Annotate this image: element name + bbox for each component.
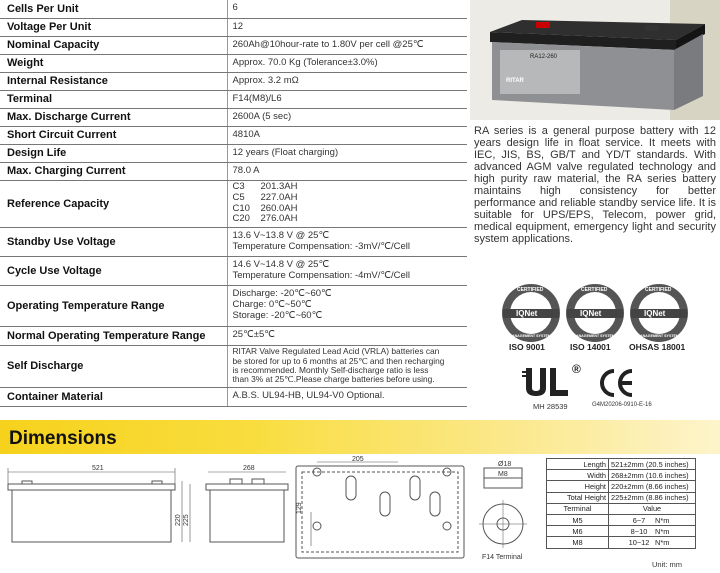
spec-row-standby-voltage xyxy=(0,227,467,256)
table-row xyxy=(547,481,696,492)
table-row xyxy=(547,526,696,537)
spec-label: Nominal Capacity xyxy=(0,36,227,54)
cert-label: ISO 9001 xyxy=(509,342,545,352)
torque-value: 8~10 N*m xyxy=(609,526,696,537)
spec-row xyxy=(0,18,467,36)
dimension-label: Height xyxy=(547,481,609,492)
spec-row-operating-temperature xyxy=(0,285,467,326)
table-header-row xyxy=(547,503,696,514)
dimension-value: 225±2mm (8.86 inches) xyxy=(609,492,696,503)
front-length-label: 521 xyxy=(92,465,104,472)
dimensions-title: Dimensions xyxy=(9,428,117,449)
ul-registered-symbol: ® xyxy=(572,362,581,376)
spec-value: 260Ah@10hour-rate to 1.80V per cell @25℃ xyxy=(227,36,467,54)
torque-value: 6~7 N*m xyxy=(609,514,696,525)
spec-label: Container Material xyxy=(0,387,227,406)
capacity-line: C20 276.0AH xyxy=(232,213,298,225)
battery-photo xyxy=(470,0,720,120)
spec-value: Approx. 3.2 mΩ xyxy=(227,72,467,90)
spec-label: Weight xyxy=(0,54,227,72)
table-row xyxy=(547,459,696,470)
spec-value: 2600A (5 sec) xyxy=(227,108,467,126)
ce-mark xyxy=(596,368,636,403)
spec-label: Max. Discharge Current xyxy=(0,108,227,126)
spec-row-reference-capacity xyxy=(0,180,467,227)
dimensions-banner xyxy=(0,420,720,454)
cert-label: ISO 14001 xyxy=(570,342,611,352)
dimension-label: Length xyxy=(547,459,609,470)
spec-row xyxy=(0,162,467,180)
spec-row-normal-temperature xyxy=(0,326,467,345)
iso-9001-badge: CERTIFIED IQNet MANAGEMENT SYSTEM xyxy=(500,282,562,344)
spec-value: 78.0 A xyxy=(227,162,467,180)
ul-code: MH 28539 xyxy=(533,402,568,411)
spec-value: 12 xyxy=(227,18,467,36)
spec-value: 25℃±5℃ xyxy=(227,326,467,345)
spec-label: Voltage Per Unit xyxy=(0,18,227,36)
capacity-line: C10 260.0AH xyxy=(232,202,298,214)
capacity-line: C3 201.3AH xyxy=(232,180,298,192)
cert-label: OHSAS 18001 xyxy=(629,342,686,352)
dimension-table xyxy=(546,458,696,549)
dimension-value: 521±2mm (20.5 inches) xyxy=(609,459,696,470)
spec-label: Self Discharge xyxy=(0,345,227,387)
value-header: Value xyxy=(609,503,696,514)
table-row xyxy=(547,470,696,481)
spec-label: Cells Per Unit xyxy=(0,0,227,18)
spec-row xyxy=(0,90,467,108)
iso-14001-badge: CERTIFIED IQNet MANAGEMENT SYSTEM xyxy=(564,282,626,344)
spec-label: Operating Temperature Range xyxy=(0,285,227,326)
ul-mark xyxy=(522,362,581,405)
terminal-diameter-label: Ø18 xyxy=(498,461,512,468)
spec-value: Discharge: -20℃~60℃ Charge: 0℃~50℃ Storage: -20℃~60℃ xyxy=(227,285,467,326)
spec-row xyxy=(0,72,467,90)
terminal-size: M6 xyxy=(547,526,609,537)
spec-label: Reference Capacity xyxy=(0,180,227,227)
spec-row xyxy=(0,108,467,126)
spec-row xyxy=(0,54,467,72)
dimension-value: 220±2mm (8.66 inches) xyxy=(609,481,696,492)
spec-label: Normal Operating Temperature Range xyxy=(0,326,227,345)
spec-label: Internal Resistance xyxy=(0,72,227,90)
spec-value: A.B.S. UL94-HB, UL94-V0 Optional. xyxy=(227,387,467,406)
dimension-label: Total Height xyxy=(547,492,609,503)
spec-label: Standby Use Voltage xyxy=(0,227,227,256)
spec-label: Design Life xyxy=(0,144,227,162)
dimension-value: 268±2mm (10.6 inches) xyxy=(609,470,696,481)
table-row xyxy=(547,492,696,503)
terminal-size: M5 xyxy=(547,514,609,525)
product-description: RA series is a general purpose battery with 12 years design life in float service. It meets with IEC, JIS, BS, GB/T and YD/T standards. With advanced AGM valve regulated technology and high purity raw material, the RA series battery maintains high consistency for better performance and reliable standby service life. It is suitable for UPS/EPS, Telecom, power grid, medical equipment, emergency light and security system applications. xyxy=(474,125,716,245)
battery-model-text: RA12-260 xyxy=(530,54,558,60)
spec-row xyxy=(0,0,467,18)
terminal-size: M8 xyxy=(547,537,609,548)
spec-value: 13.6 V~13.8 V @ 25℃ Temperature Compensation: -3mV/℃/Cell xyxy=(227,227,467,256)
spec-row-container xyxy=(0,387,467,406)
dimension-label: Width xyxy=(547,470,609,481)
torque-value: 10~12 N*m xyxy=(609,537,696,548)
spec-row xyxy=(0,36,467,54)
front-height-label: 220 xyxy=(175,514,182,526)
ohsas-18001-badge: CERTIFIED IQNet MANAGEMENT SYSTEM xyxy=(628,282,690,344)
spec-row-self-discharge xyxy=(0,345,467,387)
spec-value xyxy=(227,180,467,227)
front-total-height-label: 225 xyxy=(183,514,190,526)
battery-brand-text: RITAR xyxy=(506,78,524,84)
spec-value: RITAR Valve Regulated Lead Acid (VRLA) batteries can be stored for up to 6 months at 25℃ and then recharging is recommended. Monthly Self-discharge ratio is less than 3% at 25℃.Please charge batteries before using. xyxy=(227,345,467,387)
spec-value: 14.6 V~14.8 V @ 25℃ Temperature Compensation: -4mV/℃/Cell xyxy=(227,256,467,285)
terminal-label: F14 Terminal xyxy=(482,554,523,561)
spec-label: Max. Charging Current xyxy=(0,162,227,180)
top-offset-label: 129 xyxy=(296,502,303,514)
capacity-line: C5 227.0AH xyxy=(232,191,298,203)
table-row xyxy=(547,537,696,548)
spec-label: Terminal xyxy=(0,90,227,108)
spec-table xyxy=(0,0,467,407)
spec-value: 6 xyxy=(227,0,467,18)
terminal-pitch-label: M8 xyxy=(498,471,508,478)
spec-row xyxy=(0,144,467,162)
ce-code: G4M20206-0910-E-16 xyxy=(592,402,652,408)
terminal-header: Terminal xyxy=(547,503,609,514)
spec-row-cycle-voltage xyxy=(0,256,467,285)
spec-value: F14(M8)/L6 xyxy=(227,90,467,108)
unit-note: Unit: mm xyxy=(652,560,682,569)
top-span-label: 205 xyxy=(352,456,364,463)
side-width-label: 268 xyxy=(243,465,255,472)
spec-value: Approx. 70.0 Kg (Tolerance±3.0%) xyxy=(227,54,467,72)
spec-row xyxy=(0,126,467,144)
spec-value: 12 years (Float charging) xyxy=(227,144,467,162)
spec-label: Short Circuit Current xyxy=(0,126,227,144)
table-row xyxy=(547,514,696,525)
spec-value: 4810A xyxy=(227,126,467,144)
spec-label: Cycle Use Voltage xyxy=(0,256,227,285)
